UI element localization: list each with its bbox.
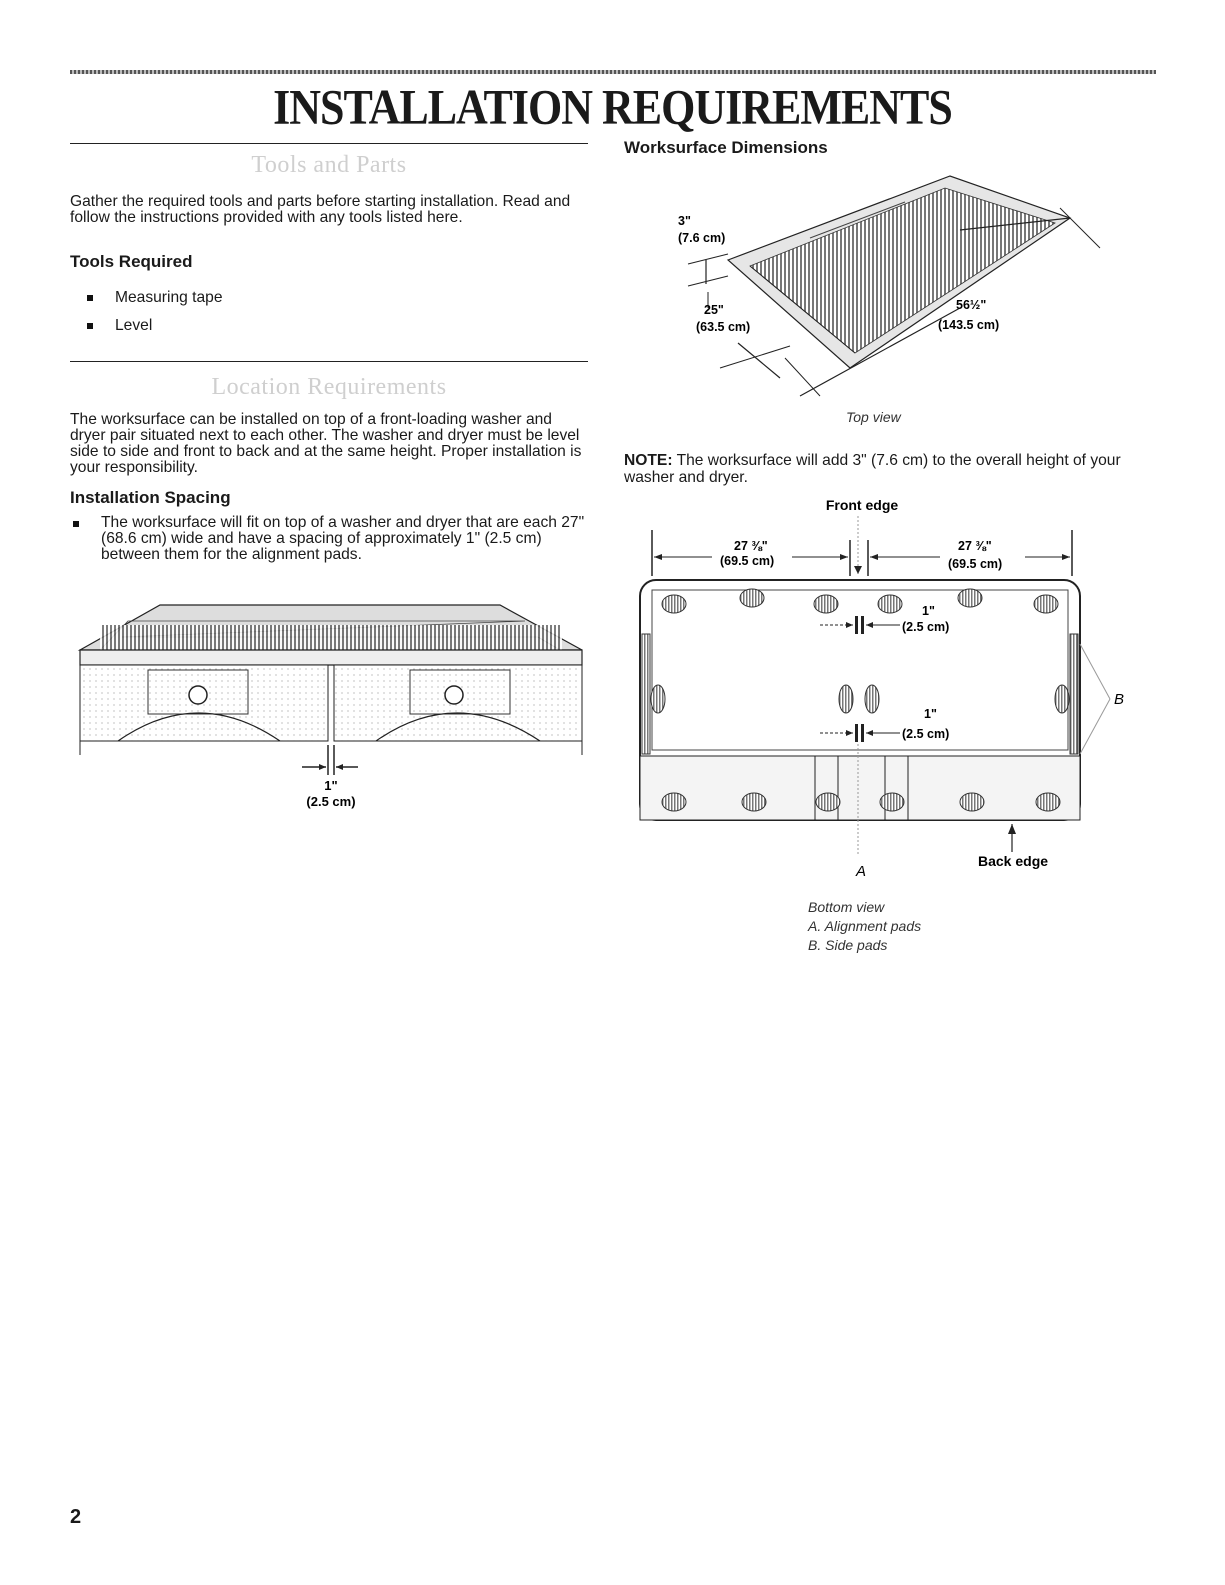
location-heading: Location Requirements xyxy=(211,374,447,400)
bottom-view-figure xyxy=(620,494,1140,884)
front-edge-label: Front edge xyxy=(825,497,899,513)
page-number: 2 xyxy=(70,1506,82,1528)
note-label: NOTE: xyxy=(624,452,673,469)
gap-cm-label: (2.5 cm) xyxy=(306,794,356,809)
callout-a-label: A xyxy=(856,863,867,880)
gap2-in-label: 1" xyxy=(924,707,937,721)
left-width-in-label: 27 ⅜" xyxy=(734,539,768,553)
gap-in-label: 1" xyxy=(324,778,338,793)
location-intro-text: The worksurface can be installed on top of a front-loading washer and dryer pair situated next to each other. The washer and dryer must be level side to side and front to back and at the same height. Proper installation is your responsibility. xyxy=(70,411,582,476)
section-rule xyxy=(70,361,588,362)
tools-intro-text: Gather the required tools and parts before starting installation. Read and follow the instructions provided with any tools listed here. xyxy=(70,193,571,226)
note-text xyxy=(624,452,1144,486)
height-in-label: 3" xyxy=(678,214,691,228)
depth-cm-label: (63.5 cm) xyxy=(696,320,751,334)
callout-b-label: B xyxy=(1114,691,1125,708)
gap1-in-label: 1" xyxy=(922,604,935,618)
list-item: Level xyxy=(70,318,223,346)
section-rule xyxy=(70,143,588,144)
bottom-view-caption: Bottom view xyxy=(808,899,885,915)
bullet xyxy=(73,521,79,527)
tools-parts-heading: Tools and Parts xyxy=(251,152,407,178)
page-title: INSTALLATION REQUIREMENTS xyxy=(273,80,952,135)
list-item: Measuring tape xyxy=(70,290,223,318)
tools-required-heading: Tools Required xyxy=(70,252,193,271)
left-width-cm-label: (69.5 cm) xyxy=(720,554,775,568)
back-edge-label: Back edge xyxy=(978,853,1049,869)
gap1-cm-label: (2.5 cm) xyxy=(902,620,950,634)
top-view-caption: Top view xyxy=(846,409,901,425)
installation-spacing-text: The worksurface will fit on top of a washer and dryer that are each 27" (68.6 cm) wide and have a spacing of approximately 1" (2.5 cm) between them for the alignment pads. xyxy=(101,514,585,563)
width-in-label: 56½" xyxy=(956,298,987,312)
top-decorative-band xyxy=(70,70,1156,74)
width-cm-label: (143.5 cm) xyxy=(938,318,1000,332)
height-cm-label: (7.6 cm) xyxy=(678,231,726,245)
installation-spacing-heading: Installation Spacing xyxy=(70,488,231,507)
legend-item-a: A. Alignment pads xyxy=(808,918,922,934)
legend-item-b: B. Side pads xyxy=(808,937,888,953)
right-width-cm-label: (69.5 cm) xyxy=(948,557,1003,571)
gap2-cm-label: (2.5 cm) xyxy=(902,727,950,741)
worksurface-dimensions-heading: Worksurface Dimensions xyxy=(624,138,828,157)
washer-dryer-figure xyxy=(70,595,590,815)
right-width-in-label: 27 ⅜" xyxy=(958,539,992,553)
top-view-figure xyxy=(660,168,1120,398)
tools-list xyxy=(70,290,223,346)
depth-in-label: 25" xyxy=(704,303,724,317)
note-body: The worksurface will add 3" (7.6 cm) to the overall height of your washer and dryer. xyxy=(624,452,1121,486)
